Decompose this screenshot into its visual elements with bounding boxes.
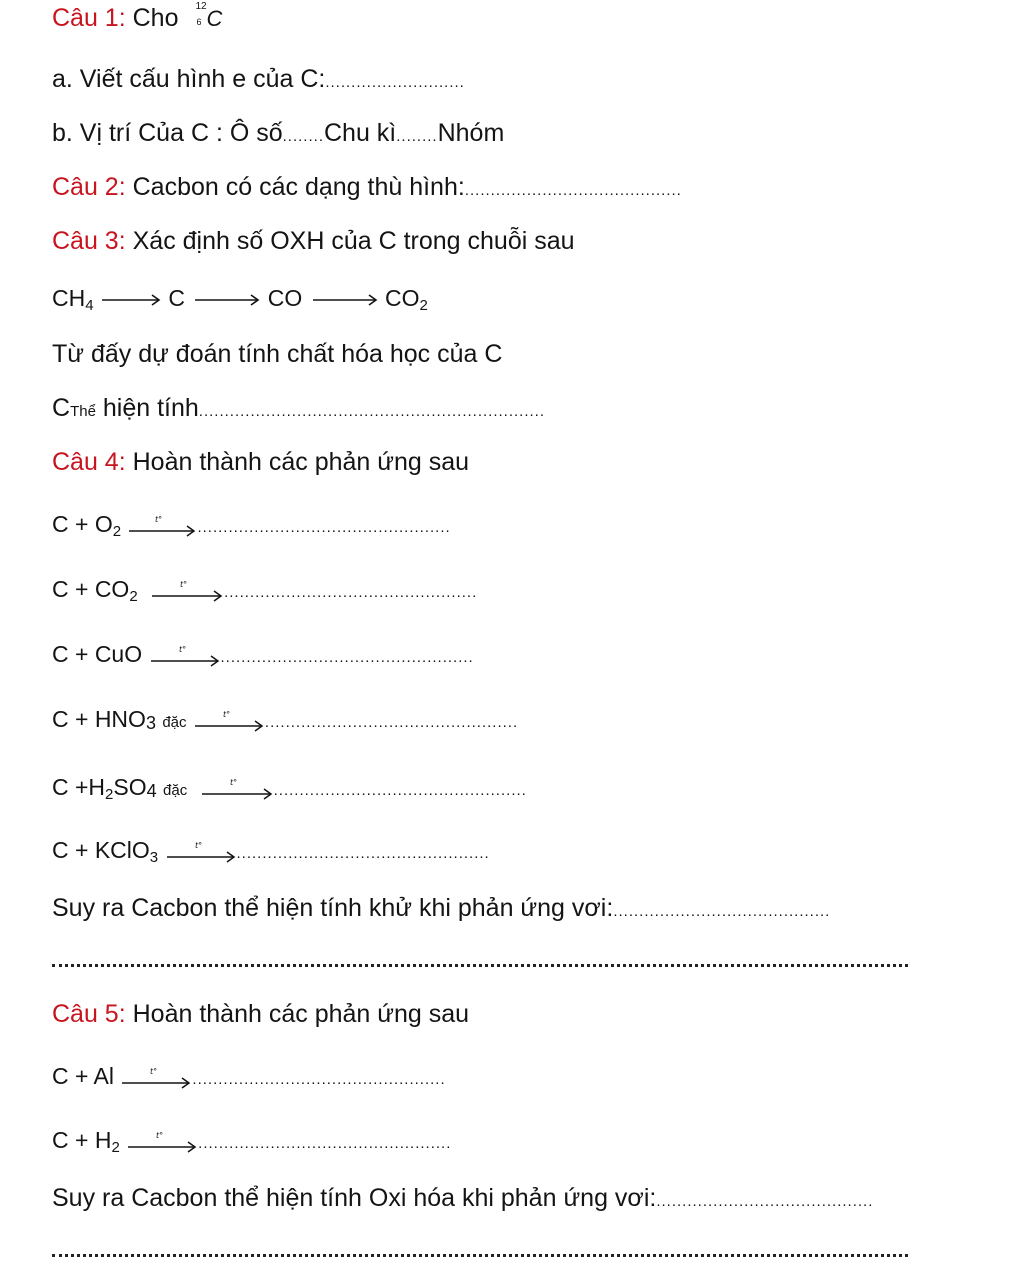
question-5 [52, 998, 469, 1030]
answer-blank[interactable]: ........ [396, 128, 438, 145]
question-4-conclusion [52, 892, 830, 928]
question-5-text: Hoàn thành các phản ứng sau [132, 1000, 470, 1028]
reaction-arrow-icon [191, 293, 261, 307]
svg-text:t°: t° [150, 1066, 158, 1076]
reaction-reactants: $C +H_2SO_4$ đặc [52, 774, 188, 803]
question-2 [52, 171, 682, 207]
reaction-reactants: $C + CO_2$ [52, 576, 138, 605]
heat-arrow-icon [165, 839, 237, 865]
question-4 [52, 446, 469, 478]
question-1-text: Cho [132, 4, 179, 32]
heat-arrow-icon [144, 578, 224, 604]
question-4-conclusion-text: Suy ra Cacbon thể hiện tính khử khi phản ứng vơi: [52, 894, 614, 922]
answer-blank[interactable]: ................................................. [236, 845, 490, 862]
answer-blank[interactable]: .......................................... [613, 903, 831, 920]
chain-c: C [168, 285, 185, 311]
answer-blank[interactable]: ........ [282, 128, 324, 145]
question-3-predict-text: Từ đấy dự đoán tính chất hóa học của C [52, 340, 503, 368]
reaction-c-h2so4 [52, 771, 527, 807]
question-1b-text: b. Vị trí Của C : [52, 119, 223, 147]
reaction-reactants: $C + O_2$ [52, 511, 122, 540]
question-3 [52, 225, 575, 257]
heat-arrow-icon [194, 776, 274, 802]
question-1b-group-label: Nhóm [437, 119, 505, 147]
question-1-heading [52, 1, 223, 35]
question-4-text: Hoàn thành các phản ứng sau [132, 448, 470, 476]
answer-blank[interactable]: ................................................. [224, 584, 478, 601]
answer-line[interactable] [52, 960, 908, 967]
answer-blank[interactable]: ................................................. [264, 714, 519, 731]
svg-text:t°: t° [229, 777, 237, 787]
reaction-arrow-icon [309, 293, 379, 307]
answer-blank[interactable]: ................................................. [198, 1135, 452, 1152]
question-1b-cell-label: Ô số [229, 119, 283, 147]
question-1b-period-label: Chu kì [323, 119, 397, 147]
answer-blank[interactable]: .......................................... [656, 1193, 874, 1210]
reaction-c-al [52, 1060, 446, 1096]
svg-text:t°: t° [194, 840, 202, 850]
isotope-symbol: C [206, 6, 223, 32]
svg-text:t°: t° [180, 579, 188, 589]
svg-text:t°: t° [156, 1130, 164, 1140]
property-text: hiện tính [102, 394, 199, 422]
heat-arrow-icon [127, 513, 197, 539]
answer-blank[interactable]: ................................................. [197, 519, 451, 536]
carbon-isotope-notation [185, 1, 223, 35]
question-3-label: Câu 3: [52, 227, 126, 255]
answer-blank[interactable]: ................................................. [273, 782, 527, 799]
property-sub: Thể [70, 403, 96, 420]
reaction-c-kclo3 [52, 834, 490, 870]
answer-blank[interactable]: ........................... [325, 74, 465, 91]
svg-text:t°: t° [155, 514, 163, 524]
chain-ch4: $CH_4$ [52, 285, 94, 314]
question-5-label: Câu 5: [52, 1000, 126, 1028]
reaction-c-hno3 [52, 703, 518, 739]
chain-co2: $CO_2$ [385, 285, 428, 314]
question-5-conclusion-text: Suy ra Cacbon thể hiện tính Oxi hóa khi phản ứng vơi: [52, 1184, 657, 1212]
reaction-reactants: C + Al [52, 1063, 115, 1089]
answer-blank[interactable]: ................................................................... [198, 403, 546, 420]
question-1a [52, 63, 465, 99]
answer-line[interactable] [52, 1250, 908, 1257]
reaction-reactants: C + CuO [52, 641, 143, 667]
question-3-predict [52, 338, 502, 370]
reaction-reactants: $C + H_2$ [52, 1127, 120, 1156]
question-1-label: Câu 1: [52, 4, 126, 32]
question-5-conclusion [52, 1182, 873, 1218]
oxidation-chain [52, 282, 428, 314]
heat-arrow-icon [149, 643, 221, 669]
reaction-c-co2 [52, 573, 477, 609]
question-2-text: Cacbon có các dạng thù hình: [132, 173, 465, 201]
question-3-property [52, 392, 545, 428]
property-c: C [52, 394, 71, 422]
answer-blank[interactable]: ................................................. [220, 649, 474, 666]
reaction-reactants: C + KClO$_3$ [52, 837, 159, 866]
question-1b [52, 117, 504, 153]
question-1a-text: a. Viết cấu hình e của C: [52, 65, 326, 93]
reaction-reactants: $C + HNO_3$ đặc [52, 706, 187, 733]
answer-blank[interactable]: .......................................... [464, 182, 682, 199]
heat-arrow-icon [126, 1129, 198, 1155]
reaction-c-h2 [52, 1124, 451, 1160]
isotope-mass-number: 12 [195, 1, 207, 13]
heat-arrow-icon [120, 1065, 192, 1091]
heat-arrow-icon [193, 708, 265, 734]
question-4-label: Câu 4: [52, 448, 126, 476]
reaction-arrow-icon [100, 293, 162, 307]
reaction-c-cuo [52, 638, 474, 674]
question-3-text: Xác định số OXH của C trong chuỗi sau [132, 227, 575, 255]
isotope-atomic-number: 6 [196, 17, 202, 28]
svg-text:t°: t° [222, 709, 231, 719]
svg-text:t°: t° [178, 644, 186, 654]
question-2-label: Câu 2: [52, 173, 126, 201]
reaction-c-o2 [52, 508, 451, 544]
answer-blank[interactable]: ................................................. [192, 1071, 446, 1088]
chain-co: CO [267, 285, 303, 311]
